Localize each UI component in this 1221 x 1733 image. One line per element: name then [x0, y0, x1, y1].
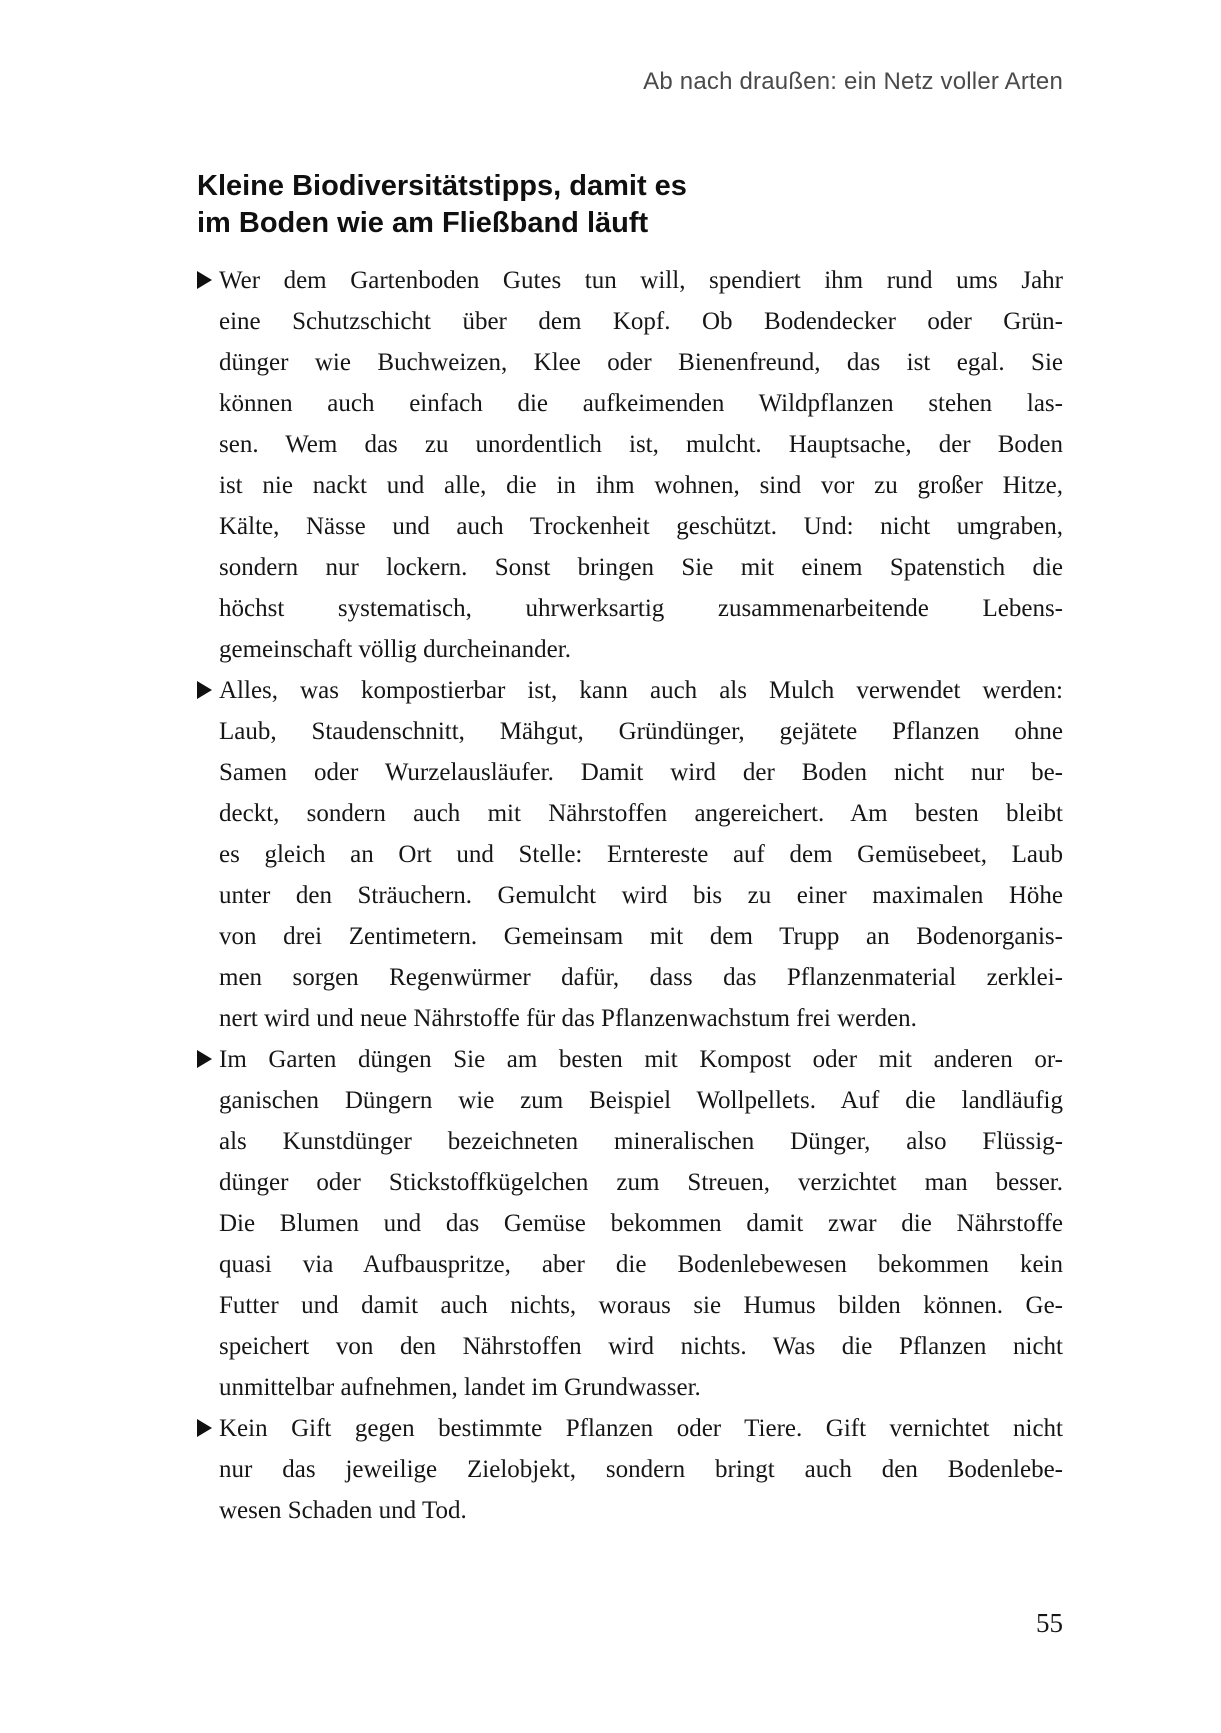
page-title-line2: im Boden wie am Fließband läuft: [197, 207, 649, 239]
paragraph-line: unter den Sträuchern. Gemulcht wird bis zu einer maximalen Höhe: [219, 882, 1063, 909]
paragraph-line: gemeinschaft völlig durcheinander.: [219, 636, 571, 663]
paragraph-line: können auch einfach die aufkeimenden Wildpflanzen stehen las-: [219, 390, 1063, 417]
page-title-line1: Kleine Biodiversitätstipps, damit es: [197, 170, 687, 202]
paragraph-line: Futter und damit auch nichts, woraus sie Humus bilden können. Ge-: [219, 1292, 1063, 1319]
paragraph-line: dünger wie Buchweizen, Klee oder Bienenfreund, das ist egal. Sie: [219, 349, 1063, 376]
paragraph-line: es gleich an Ort und Stelle: Erntereste auf dem Gemüsebeet, Laub: [219, 841, 1063, 868]
page-content: [197, 168, 1063, 1531]
paragraph-line: ganischen Düngern wie zum Beispiel Wollpellets. Auf die landläufig: [219, 1087, 1063, 1114]
paragraph-line: höchst systematisch, uhrwerksartig zusammenarbeitende Lebens-: [219, 595, 1063, 622]
paragraph-line: als Kunstdünger bezeichneten mineralischen Dünger, also Flüssig-: [219, 1128, 1063, 1155]
paragraph-line: Laub, Staudenschnitt, Mähgut, Gründünger, gejätete Pflanzen ohne: [219, 718, 1063, 745]
paragraph-line: men sorgen Regenwürmer dafür, dass das Pflanzenmaterial zerklei-: [219, 964, 1063, 991]
bullet-triangle-icon: [197, 1050, 212, 1068]
paragraph-line: von drei Zentimetern. Gemeinsam mit dem Trupp an Bodenorganis-: [219, 923, 1063, 950]
paragraph-line: Im Garten düngen Sie am besten mit Kompost oder mit anderen or-: [219, 1046, 1063, 1073]
paragraph-line: sen. Wem das zu unordentlich ist, mulcht. Hauptsache, der Boden: [219, 431, 1063, 458]
paragraph-line: unmittelbar aufnehmen, landet im Grundwasser.: [219, 1374, 701, 1401]
paragraph-line: deckt, sondern auch mit Nährstoffen angereichert. Am besten bleibt: [219, 800, 1063, 827]
paragraph-line: sondern nur lockern. Sonst bringen Sie mit einem Spatenstich die: [219, 554, 1063, 581]
paragraph-line: wesen Schaden und Tod.: [219, 1497, 467, 1524]
paragraph-line: eine Schutzschicht über dem Kopf. Ob Bodendecker oder Grün-: [219, 308, 1063, 335]
paragraph-line: Wer dem Gartenboden Gutes tun will, spendiert ihm rund ums Jahr: [219, 267, 1063, 294]
paragraph-line: nert wird und neue Nährstoffe für das Pflanzenwachstum frei werden.: [219, 1005, 917, 1032]
list-item: [197, 1408, 1063, 1531]
paragraph-line: Alles, was kompostierbar ist, kann auch als Mulch verwendet werden:: [219, 677, 1063, 704]
paragraph-line: Kälte, Nässe und auch Trockenheit geschützt. Und: nicht umgraben,: [219, 513, 1063, 540]
paragraph-line: Die Blumen und das Gemüse bekommen damit zwar die Nährstoffe: [219, 1210, 1063, 1237]
page-number: 55: [1036, 1608, 1063, 1638]
paragraph-line: quasi via Aufbauspritze, aber die Bodenlebewesen bekommen kein: [219, 1251, 1063, 1278]
bullet-triangle-icon: [197, 271, 212, 289]
paragraph-line: ist nie nackt und alle, die in ihm wohnen, sind vor zu großer Hitze,: [219, 472, 1063, 499]
bullet-triangle-icon: [197, 681, 212, 699]
paragraph-line: Kein Gift gegen bestimmte Pflanzen oder Tiere. Gift vernichtet nicht: [219, 1415, 1063, 1442]
page-title: [197, 168, 1063, 242]
paragraph-line: dünger oder Stickstoffkügelchen zum Streuen, verzichtet man besser.: [219, 1169, 1063, 1196]
paragraph-line: speichert von den Nährstoffen wird nichts. Was die Pflanzen nicht: [219, 1333, 1063, 1360]
paragraph-line: nur das jeweilige Zielobjekt, sondern bringt auch den Bodenlebe-: [219, 1456, 1063, 1483]
list-item: [197, 670, 1063, 1039]
bullet-list: [197, 260, 1063, 1531]
bullet-triangle-icon: [197, 1419, 212, 1437]
running-header: Ab nach draußen: ein Netz voller Arten: [643, 68, 1063, 95]
list-item: [197, 1039, 1063, 1408]
list-item: [197, 260, 1063, 670]
paragraph-line: Samen oder Wurzelausläufer. Damit wird der Boden nicht nur be-: [219, 759, 1063, 786]
